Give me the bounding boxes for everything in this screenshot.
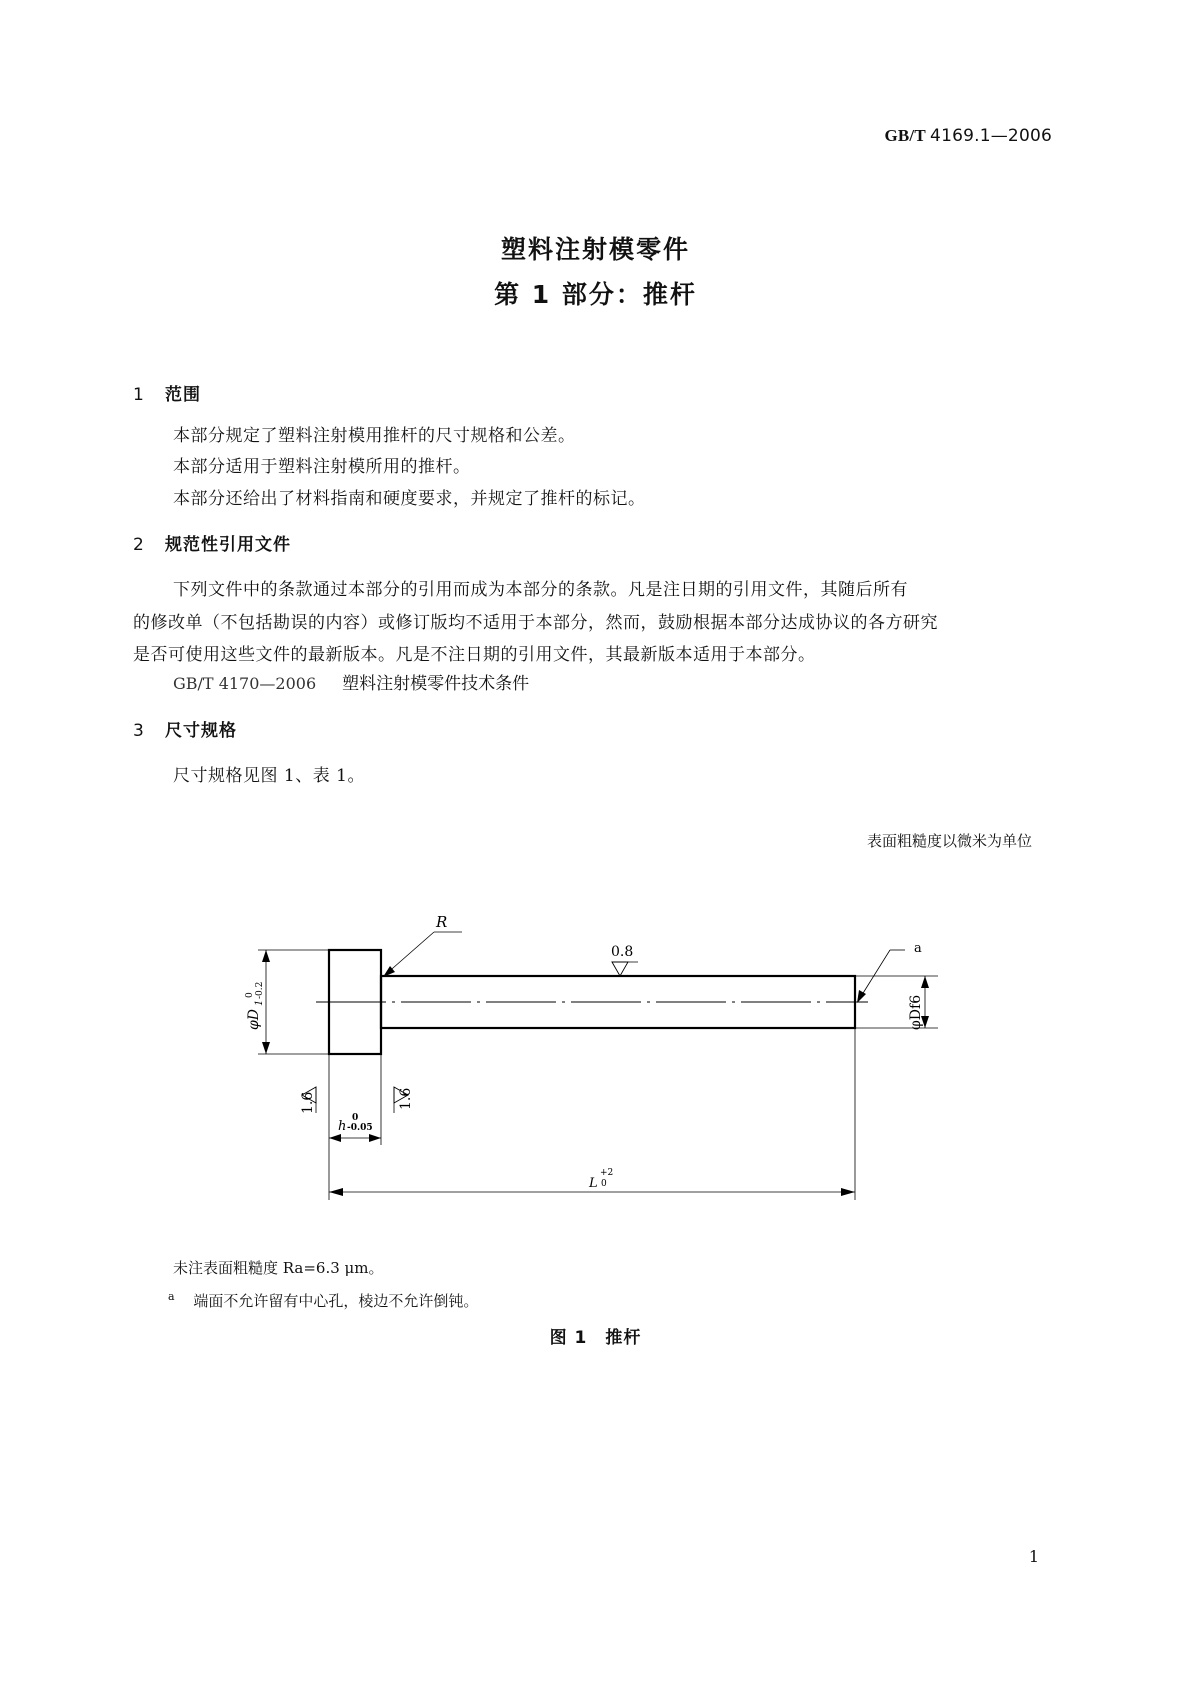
arrowhead <box>841 1188 855 1196</box>
arrowhead <box>329 1188 343 1196</box>
arrowhead <box>921 976 929 988</box>
arrowhead <box>262 950 270 962</box>
page-number: 1 <box>1028 1547 1039 1566</box>
leader-line <box>860 950 890 998</box>
roughness-shank-label: 0.8 <box>611 944 634 960</box>
roughness-head-right-label: 1.6 <box>398 1087 414 1110</box>
arrowhead <box>857 990 866 1003</box>
section-1-paragraph: 本部分还给出了材料指南和硬度要求，并规定了推杆的标记。 <box>173 489 646 509</box>
section-2-line: 的修改单（不包括勘误的内容）或修订版均不适用于本部分，然而，鼓励根据本部分达成协议的各方研究 <box>133 613 938 633</box>
reference-code: GB/T 4170—2006 <box>173 674 317 693</box>
figure-note-roughness: 未注表面粗糙度 Ra=6.3 μm。 <box>173 1259 384 1277</box>
section-1-heading: 1 范围 <box>133 385 201 405</box>
head-diameter-tol-upper: 0 <box>245 992 255 998</box>
roughness-symbol <box>612 962 628 976</box>
arrowhead <box>329 1134 341 1142</box>
leader-line <box>385 932 434 975</box>
length-label: L <box>589 1176 598 1191</box>
arrowhead <box>369 1134 381 1142</box>
head-diameter-subscript: 1 <box>254 999 265 1006</box>
roughness-unit-note: 表面粗糙度以微米为单位 <box>866 832 1032 850</box>
reference-title: 塑料注射模零件技术条件 <box>342 674 530 694</box>
section-2-line: 下列文件中的条款通过本部分的引用而成为本部分的条款。凡是注日期的引用文件，其随后所有 <box>173 580 908 600</box>
note-marker: a <box>168 1290 175 1303</box>
section-1-paragraph: 本部分规定了塑料注射模用推杆的尺寸规格和公差。 <box>173 426 576 446</box>
section-2-heading: 2 规范性引用文件 <box>133 535 291 555</box>
radius-label: R <box>436 913 448 931</box>
head-height-tol-upper: 0 <box>352 1113 359 1123</box>
shank-diameter-label: φDf6 <box>908 994 924 1030</box>
section-3-heading: 3 尺寸规格 <box>133 721 237 741</box>
head-diameter-label: φD <box>246 1008 262 1030</box>
head-height-tol-lower: -0.05 <box>347 1123 373 1133</box>
roughness-head-left-label: 1.6 <box>300 1091 316 1114</box>
length-tol-lower: 0 <box>601 1179 607 1189</box>
note-a-text: 端面不允许留有中心孔，棱边不允许倒钝。 <box>193 1292 479 1310</box>
length-tol-upper: +2 <box>600 1168 614 1178</box>
standard-code: GB/T 4169.1—2006 <box>884 126 1052 146</box>
figure-note-a <box>168 1290 478 1311</box>
head-diameter-tol-lower: -0.2 <box>255 981 265 999</box>
section-1-paragraph: 本部分适用于塑料注射模所用的推杆。 <box>173 457 471 477</box>
head-height-label: h <box>338 1119 347 1134</box>
figure-caption: 图 1 推杆 <box>549 1328 642 1348</box>
section-2-line: 是否可使用这些文件的最新版本。凡是不注日期的引用文件，其最新版本适用于本部分。 <box>133 645 816 665</box>
document-subtitle: 第 1 部分：推杆 <box>494 280 697 309</box>
note-a-marker: a <box>914 941 922 956</box>
arrowhead <box>262 1042 270 1054</box>
document-title: 塑料注射模零件 <box>500 235 690 264</box>
section-3-paragraph: 尺寸规格见图 1、表 1。 <box>173 766 365 786</box>
